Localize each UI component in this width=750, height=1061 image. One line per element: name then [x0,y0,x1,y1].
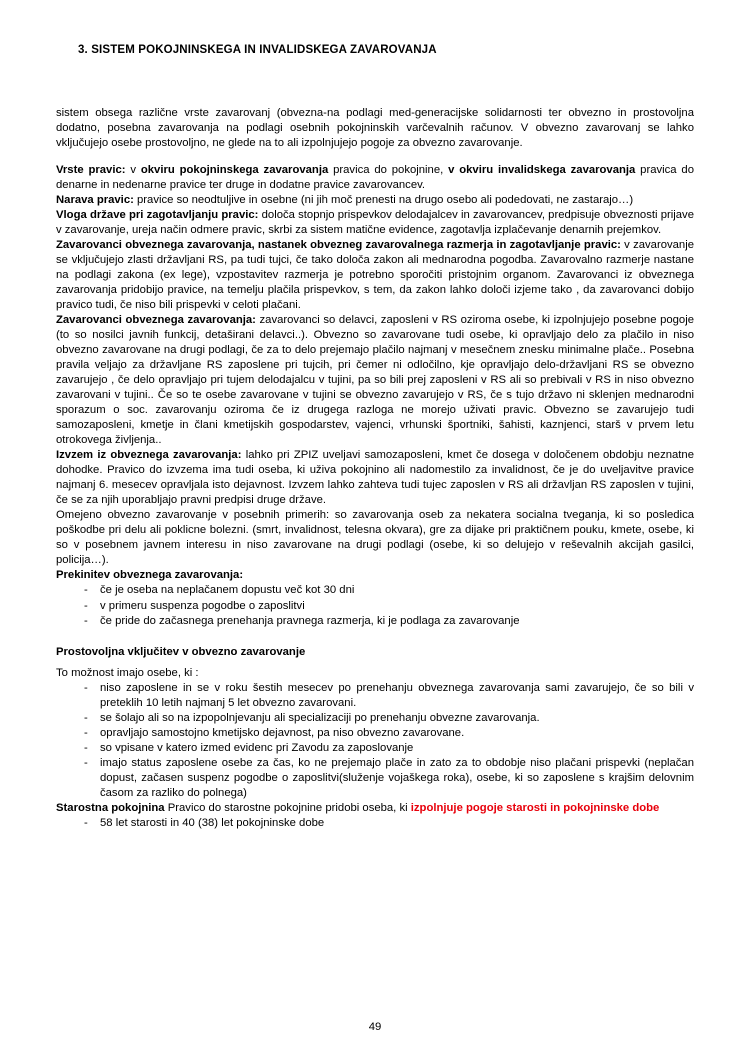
document-body [56,106,694,831]
list-item: - 58 let starosti in 40 (38) let pokojninske dobe [56,816,694,831]
izvzem-lead: Izvzem iz obveznega zavarovanja: [56,449,242,462]
izvzem-text: lahko pri ZPIZ uveljavi samozaposleni, kmet če dosega v določenem obdobju neznatne dohodke. Pravico do izvzema ima tudi oseba, ki uživa pokojnino ali nadomestilo za invalidnost, če je do uveljavitve pravice najmanj 6. mesecev opravljala isto dejavnost. Izvzem lahko zahteva tudi tujec zaposlen v RS ali državljan RS zaposlen v tujini, če se za njih uporabljajo pravni predpisi druge države. [56,449,694,507]
paragraph-izvzem [56,448,694,508]
paragraph-vrste-pravic [56,163,694,193]
vrste-pravic-bold-1: okviru pokojninskega zavarovanja [140,164,329,177]
zavarovanci-nastanek-lead: Zavarovanci obveznega zavarovanja, nastanek obvezneg zavarovalnega razmerja in zagotavljanje pravic: [56,239,621,252]
list-item: - niso zaposlene in se v roku šestih mesecev po prenehanju obveznega zavarovanja sami zavarujejo, če so bili v preteklih 10 letih najmanj 5 let obvezno zavarovani. [56,681,694,711]
vrste-pravic-lead: Vrste pravic: [56,164,126,177]
list-item: - če pride do začasnega prenehanja pravnega razmerja, ki je podlaga za zavarovanje [56,614,694,629]
page-title: 3. SISTEM POKOJNINSKEGA IN INVALIDSKEGA ZAVAROVANJA [78,44,437,56]
paragraph-vloga-drzave [56,208,694,238]
paragraph-starostna-pokojnina [56,801,694,816]
vloga-drzave-text: določa stopnjo prispevkov delodajalcev in zavarovancev, predpisuje obveznosti prijave v zavarovanje, ureja način odmere pravic, skrbi za sistem matične evidence, zagotavlja izplačevanje denarnih prejemkov. [56,209,694,237]
narava-pravic-lead: Narava pravic: [56,194,134,207]
narava-pravic-text: pravice so neodtuljive in osebne (ni jih moč prenesti na drugo osebo ali podedovati, ne zastarajo…) [133,194,634,207]
vloga-drzave-lead: Vloga države pri zagotavljanju pravic: [56,209,259,222]
list-item: - so vpisane v katero izmed evidenc pri Zavodu za zaposlovanje [56,741,694,756]
starostna-text-1: Pravico do starostne pokojnine pridobi oseba, ki [164,801,411,814]
paragraph-omejeno: Omejeno obvezno zavarovanje v posebnih primerih: so zavarovanja oseb za nekatera socialna tveganja, ki so posledica poškodbe pri delu ali poklicne bolezni. (smrt, invalidnost, telesna okvara), gre za dijake pri praktičnem pouku, kmete, osebe, ki so v posebnem javnem interesu in niso zavarovane na drugi podlagi (osebe, ki so delujejo v reševalnih akcijah gasilci, policija…). [56,509,694,567]
starostna-red-text: izpolnjuje pogoje starosti in pokojninske dobe [410,801,660,814]
page-number: 49 [368,1021,382,1033]
heading-prostovoljna: Prostovoljna vključitev v obvezno zavarovanje [56,645,306,658]
list-item: - v primeru suspenza pogodbe o zaposlitvi [56,599,694,614]
list-item: - imajo status zaposlene osebe za čas, ko ne prejemajo plače in zato za to obdobje niso plačani prispevki (neplačan dopust, začasen suspenz pogodbe o zaposlitvi(služenje vojaškega roka), osebe, ki so zaposlene s krajšim delovnim časom za razliko do polnega) [56,756,694,801]
vrste-pravic-text-3: pravica do denarne in nedenarne pravice ter druge in dodatne pravice zavarovancev. [56,164,694,192]
starostna-lead: Starostna pokojnina [56,801,165,814]
vrste-pravic-text-2: pravica do pokojnine, [328,164,449,177]
paragraph-zavarovanci-obveznega [56,313,694,448]
paragraph-intro: sistem obsega različne vrste zavarovanj (obvezna-na podlagi med-generacijske solidarnosti ter obvezno in prostovoljna dodatno, posebna zavarovanja na podlagi osebnih pokojninskih varčevalnih računov. V obvezno zavarovanj se lahko vključujejo osebe prostovoljno, ne glede na to ali izpolnjujejo pogoje za obvezno zavarovanje. [56,107,694,150]
list-starostna [56,816,694,831]
list-item: - se šolajo ali so na izpopolnjevanju ali specializaciji po prenehanju obvezne zavarovanja. [56,711,694,726]
list-prostovoljna [56,681,694,801]
zavarovanci-obveznega-lead: Zavarovanci obveznega zavarovanja: [56,314,256,327]
paragraph-prostovoljna-lead: To možnost imajo osebe, ki : [56,666,199,679]
vrste-pravic-text-1: v [125,164,141,177]
paragraph-zavarovanci-nastanek [56,238,694,313]
list-item: - če je oseba na neplačanem dopustu več kot 30 dni [56,583,694,598]
zavarovanci-nastanek-text: v zavarovanje se vključujejo zlasti državljani RS, pa tudi tujci, če tako določa zakon ali mednarodna pogodba. Zavarovalno razmerje nastane na podlagi zakona (ex lege), vzpostavitev razmerja je potrebno sporočiti pristojnim organom. Zavarovanci iz obveznega zavarovanja pridobijo pravice, na temelju plačila prispevkov, s tem, da zakon lahko določi izjeme tako , da zavarovanci dobijo pravico tudi, če niso bili prispevki v celoti plačani. [56,239,695,312]
zavarovanci-obveznega-text: zavarovanci so delavci, zaposleni v RS oziroma osebe, ki izpolnjujejo posebne pogoje (to so nosilci javnih funkcij, detaširani delavci..). Obvezno so zavarovane tudi osebe, ki opravljajo delo za plačilo in niso obvezno zavarovane na drugi podlagi, če za to delo prejemajo plačilo najmanj v mesečnem znesku minimalne plače.. Posebna pravila veljajo za državljane RS zaposlene pri tujcih, pri čemer ni odločilno, kje opravljajo delo-državljani RS se obvezno zavarujejo , če delo opravljajo pri tujem delodajalcu v tujini, pa so bili prej zaposleni v RS ali so prebivali v RS in niso obvezno zavarovani v tujini.. Če so te osebe zavarovane v tujini se obvezno zavarujejo v RS, če s tujo državo ni sklenjen mednarodni sporazum o soc. zavarovanju oziroma če iz drugega razloga ne morejo uživati pravic. Obvezno se zavarujejo tudi samozaposleni, kmetje in člani kmetijskih gospodarstev, vajenci, vrhunski športniki, šahisti, kaznjenci, starš v prvem letu otrokovega življenja.. [56,314,694,447]
list-prekinitev [56,583,694,628]
heading-prekinitev: Prekinitev obveznega zavarovanja: [56,569,244,582]
paragraph-narava-pravic [56,193,694,208]
list-item: - opravljajo samostojno kmetijsko dejavnost, pa niso obvezno zavarovane. [56,726,694,741]
vrste-pravic-bold-2: v okviru invalidskega zavarovanja [448,164,636,177]
